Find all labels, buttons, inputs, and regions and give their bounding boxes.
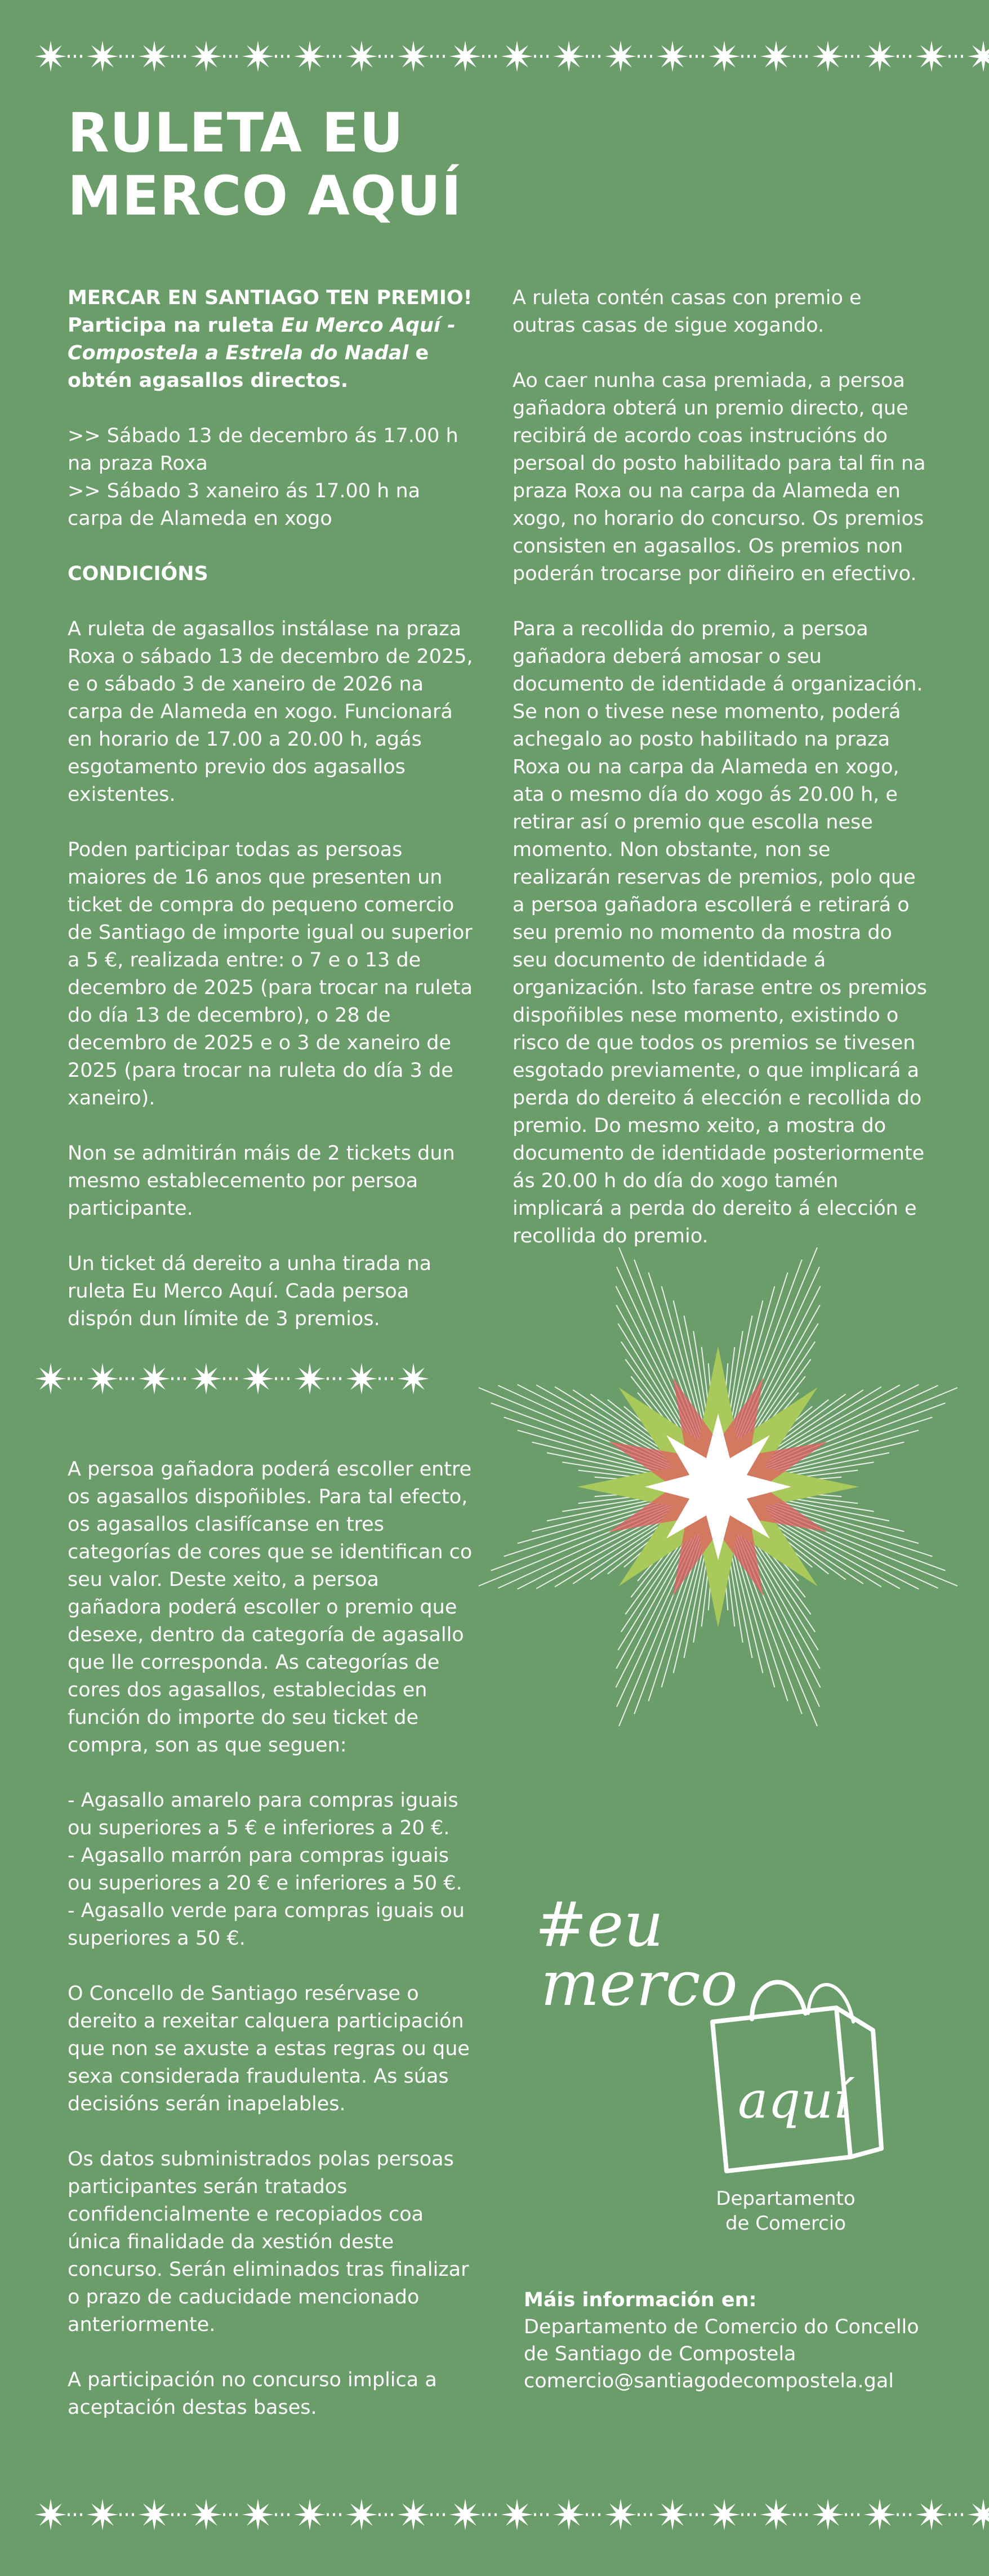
snowflake-star-icon bbox=[449, 2499, 481, 2530]
snowflake-star-icon bbox=[242, 41, 274, 72]
star-layer bbox=[645, 1414, 791, 1560]
logo-aqui: aquí bbox=[738, 2071, 850, 2130]
more-info-line-1: Departamento de Comercio do Concello bbox=[524, 2316, 919, 2338]
paragraph: Ao caer nunha casa premiada, a persoa gañadora obterá un premio directo, que recibirá de acordo coas instrucións do persoal do posto habilitado para tal fin na praza Roxa ou na carpa da Alameda en xogo, no horario do concurso. Os premios consisten en agasallos. Os premios non poderán trocarse por diñeiro en efectivo. bbox=[513, 369, 926, 585]
snowflake-star-icon bbox=[916, 2499, 947, 2530]
snowflake-star-icon bbox=[87, 41, 118, 72]
department-label bbox=[701, 2186, 870, 2236]
snowflake-star-icon bbox=[190, 1363, 222, 1394]
eu-merco-aqui-logo bbox=[529, 1892, 912, 2187]
snowflake-star-icon bbox=[35, 1363, 66, 1394]
snowflake-star-icon bbox=[346, 41, 377, 72]
paragraph: A ruleta de agasallos instálase na praza Roxa o sábado 13 de decembro de 2025, e o sábado 3 de xaneiro de 2026 na carpa de Alameda en xogo. Funcionará en horario de 17.00 a 20.00 h, agás esgotamento previo dos agasallos existentes. bbox=[68, 618, 473, 806]
more-info-heading: Máis información en: bbox=[524, 2289, 757, 2311]
more-info bbox=[524, 2287, 952, 2395]
snowflake-star-icon bbox=[657, 2499, 688, 2530]
conditions-heading: CONDICIÓNS bbox=[68, 563, 208, 585]
snowflake-star-icon bbox=[346, 2499, 377, 2530]
snowflake-star-icon bbox=[605, 41, 636, 72]
snowflake-star-icon bbox=[139, 2499, 170, 2530]
snowflake-star-icon bbox=[709, 2499, 740, 2530]
snowflake-star-icon bbox=[139, 1363, 170, 1394]
snowflake-star-icon bbox=[398, 2499, 429, 2530]
top-star-border bbox=[34, 37, 989, 76]
snowflake-star-icon bbox=[864, 41, 896, 72]
title-line-1: RULETA EU bbox=[68, 101, 404, 164]
snowflake-star-icon bbox=[87, 2499, 118, 2530]
contact-email-link[interactable]: comercio@santiagodecompostela.gal bbox=[524, 2370, 894, 2392]
snowflake-star-icon bbox=[709, 41, 740, 72]
snowflake-star-icon bbox=[346, 1363, 377, 1394]
bottom-star-border bbox=[34, 2495, 989, 2534]
department-line-2: de Comercio bbox=[725, 2212, 847, 2235]
category-item: - Agasallo marrón para compras iguais ou superiores a 20 € e inferiores a 50 €. bbox=[68, 1844, 462, 1895]
snowflake-star-icon bbox=[760, 2499, 792, 2530]
snowflake-star-icon bbox=[916, 41, 947, 72]
paragraph: Un ticket dá dereito a unha tirada na ruleta Eu Merco Aquí. Cada persoa dispón dun límite de 3 premios. bbox=[68, 1253, 432, 1330]
intro-lead-end: e obtén agasallos directos. bbox=[68, 342, 429, 392]
snowflake-star-icon bbox=[294, 41, 326, 72]
paragraph: Os datos subministrados polas persoas participantes serán tratados confidencialmente e recopiados coa única finalidade da xestión deste concurso. Serán eliminados tras finalizar o prazo de caducidade mencionado anteriormente. bbox=[68, 2148, 469, 2336]
snowflake-star-icon bbox=[657, 41, 688, 72]
left-column-top bbox=[68, 284, 479, 1361]
paragraph: A ruleta contén casas con premio e outras casas de sigue xogando. bbox=[513, 287, 862, 337]
snowflake-star-icon bbox=[864, 2499, 896, 2530]
snowflake-star-icon bbox=[294, 2499, 326, 2530]
snowflake-star-icon bbox=[553, 2499, 585, 2530]
paragraph: A persoa gañadora poderá escoller entre os agasallos dispoñibles. Para tal efecto, os agasallos clasifícanse en tres categorías de cores que se identifican co seu valor. Deste xeito, a persoa gañadora poderá escoller o premio que desexe, dentro da categoría de agasallo que lle corresponda. As categorías de cores dos agasallos, establecidas en función do importe do seu ticket de compra, son as que seguen: bbox=[68, 1458, 473, 1757]
department-line-1: Departamento bbox=[716, 2187, 856, 2210]
schedule-item: >> Sábado 13 de decembro ás 17.00 h na praza Roxa bbox=[68, 425, 458, 475]
middle-star-border bbox=[34, 1359, 439, 1398]
right-column-top bbox=[513, 284, 929, 1278]
snowflake-star-icon bbox=[190, 41, 222, 72]
snowflake-star-icon bbox=[294, 1363, 326, 1394]
paragraph: O Concello de Santiago resérvase o dereito a rexeitar calquera participación que non se axuste a estas regras ou que sexa considerada fraudulenta. As súas decisións serán inapelables. bbox=[68, 1982, 470, 2115]
more-info-line-2: de Santiago de Compostela bbox=[524, 2343, 796, 2365]
schedule-item: >> Sábado 3 xaneiro ás 17.00 h na carpa de Alameda en xogo bbox=[68, 480, 421, 530]
paragraph: Poden participar todas as persoas maiores de 16 anos que presenten un ticket de compra do pequeno comercio de Santiago de importe igual ou superior a 5 €, realizada entre: o 7 e o 13 de decembro de 2025 (para trocar na ruleta do día 13 de decembro), o 28 de decembro de 2025 e o 3 de xaneiro de 2025 (para trocar na ruleta do día 3 de xaneiro). bbox=[68, 839, 473, 1109]
page-title bbox=[68, 101, 473, 228]
category-item: - Agasallo verde para compras iguais ou superiores a 50 €. bbox=[68, 1900, 465, 1950]
snowflake-star-icon bbox=[501, 2499, 533, 2530]
logo-merco: merco bbox=[541, 1947, 738, 2020]
left-column-bottom bbox=[68, 1456, 479, 2449]
intro-lead-text: Participa na ruleta bbox=[68, 314, 282, 337]
category-item: - Agasallo amarelo para compras iguais ou superiores a 5 € e inferiores a 20 €. bbox=[68, 1789, 458, 1839]
intro-lead bbox=[68, 312, 479, 395]
snowflake-star-icon bbox=[242, 2499, 274, 2530]
intro-headline: MERCAR EN SANTIAGO TEN PREMIO! bbox=[68, 287, 473, 309]
title-line-2: MERCO AQUÍ bbox=[68, 164, 462, 228]
snowflake-star-icon bbox=[760, 41, 792, 72]
snowflake-star-icon bbox=[968, 2499, 989, 2530]
snowflake-star-icon bbox=[35, 2499, 66, 2530]
snowflake-star-icon bbox=[968, 41, 989, 72]
intro-lead-event: Eu Merco Aquí - Compostela a Estrela do Nadal bbox=[68, 314, 456, 364]
christmas-star-icon bbox=[451, 1219, 986, 1757]
snowflake-star-icon bbox=[812, 41, 844, 72]
snowflake-star-icon bbox=[553, 41, 585, 72]
snowflake-star-icon bbox=[398, 41, 429, 72]
paragraph: A participación no concurso implica a aceptación destas bases. bbox=[68, 2369, 437, 2419]
snowflake-star-icon bbox=[449, 41, 481, 72]
snowflake-star-icon bbox=[139, 41, 170, 72]
snowflake-star-icon bbox=[190, 2499, 222, 2530]
snowflake-star-icon bbox=[87, 1363, 118, 1394]
snowflake-star-icon bbox=[35, 41, 66, 72]
logo-hashtag: #eu bbox=[535, 1892, 664, 1960]
snowflake-star-icon bbox=[398, 1363, 429, 1394]
snowflake-star-icon bbox=[812, 2499, 844, 2530]
paragraph: Non se admitirán máis de 2 tickets dun mesmo establecemento por persoa participante. bbox=[68, 1142, 455, 1220]
paragraph: Para a recollida do premio, a persoa gañadora deberá amosar o seu documento de identidade á organización. Se non o tivese nese momento, poderá achegalo ao posto habilitado na praza Roxa ou na carpa da Alameda en xogo, ata o mesmo día do xogo ás 20.00 h, e retirar así o premio que escolla nese momento. Non obstante, non se realizarán reservas de premios, polo que a persoa gañadora escollerá e retirará o seu premio no momento da mostra do seu documento de identidade á organización. Isto farase entre os premios dispoñibles nese momento, existindo o risco de que todos os premios se tivesen esgotado previamente, o que implicará a perda do dereito á elección e recollida do premio. Do mesmo xeito, a mostra do documento de identidade posteriormente ás 20.00 h do día do xogo tamén implicará a perda do dereito á elección e recollida do premio. bbox=[513, 618, 928, 1247]
snowflake-star-icon bbox=[605, 2499, 636, 2530]
snowflake-star-icon bbox=[501, 41, 533, 72]
snowflake-star-icon bbox=[242, 1363, 274, 1394]
